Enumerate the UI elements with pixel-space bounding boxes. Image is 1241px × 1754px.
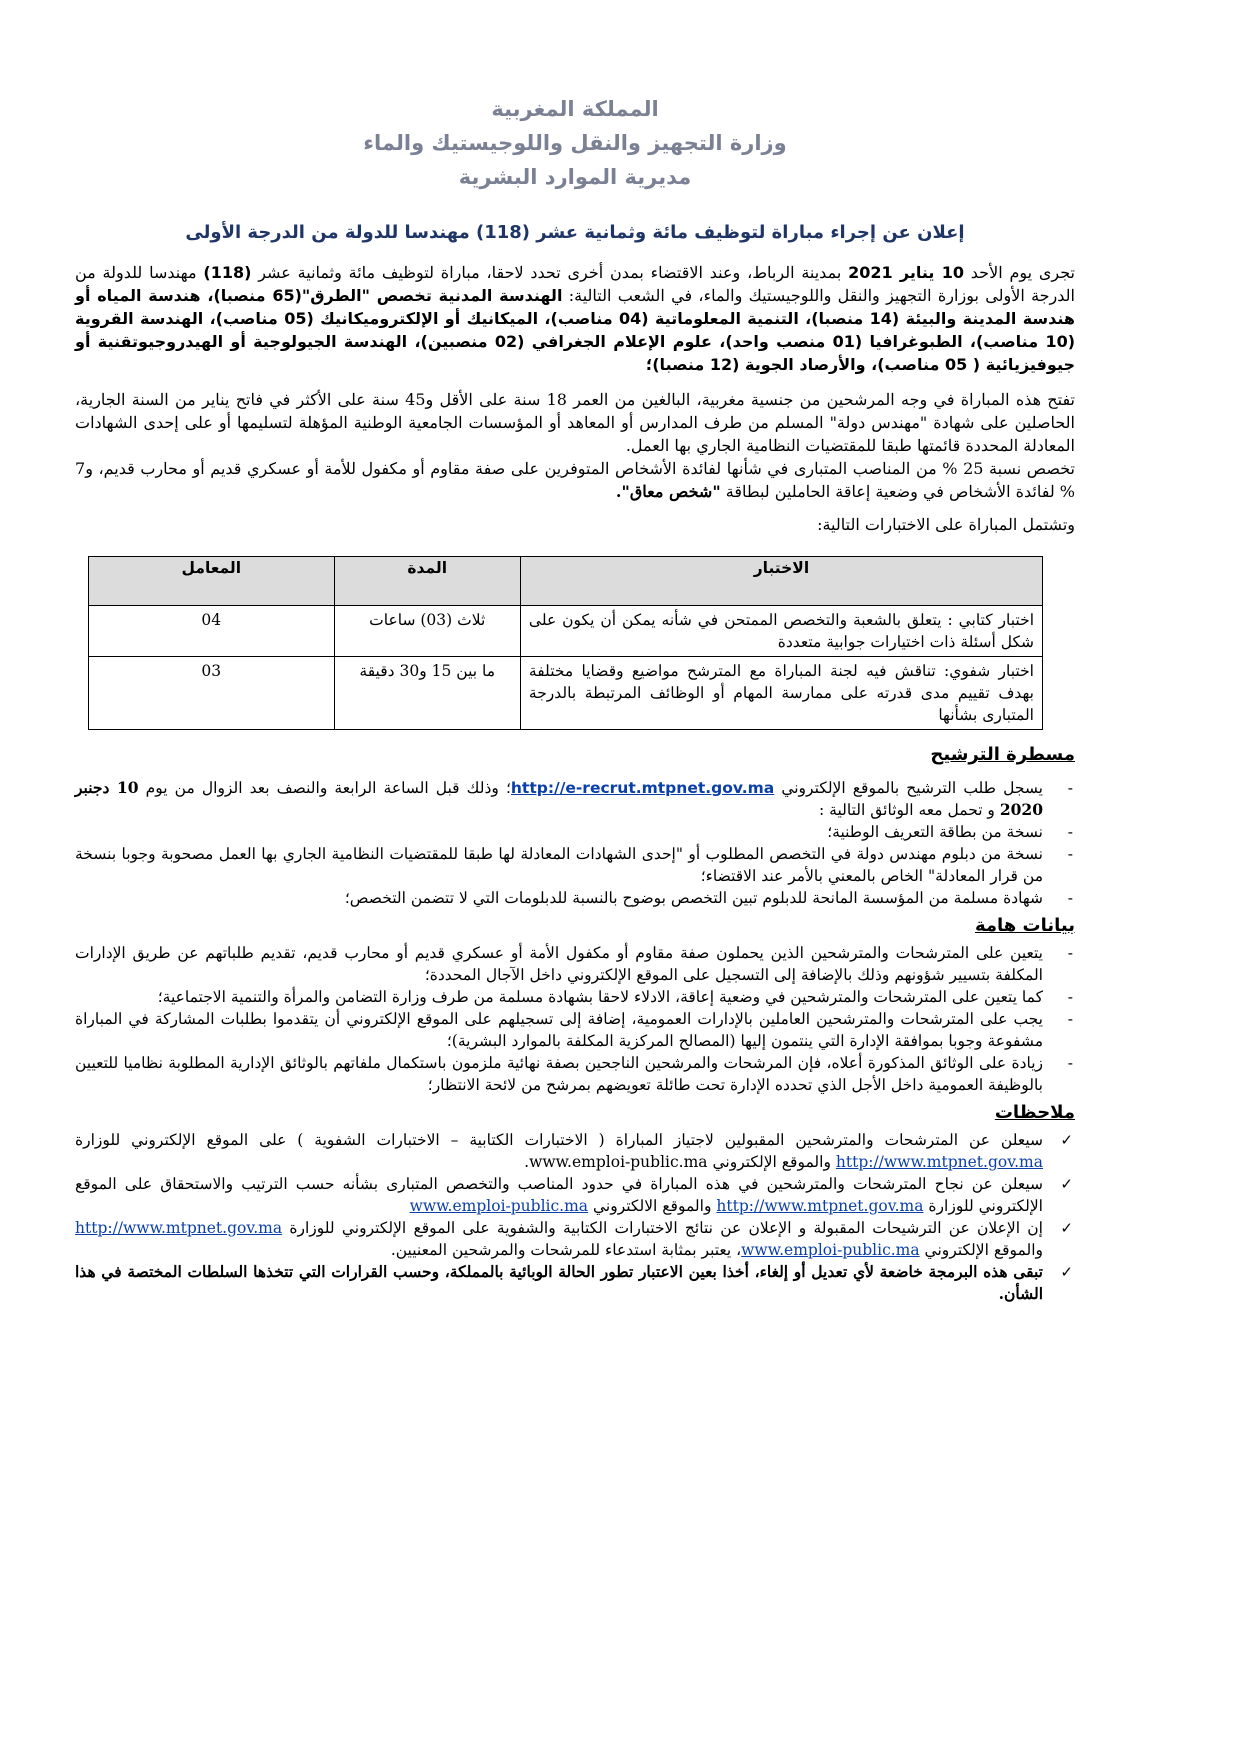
item-text-2: ؛ وذلك قبل الساعة الرابعة والنصف بعد الزوال من يوم	[138, 779, 511, 797]
dash-bullet: -	[1067, 988, 1073, 1006]
note-text-3: ، يعتبر بمثابة استدعاء للمرشحات والمرشحين المعنيين.	[390, 1241, 742, 1259]
note-end: .	[524, 1153, 530, 1171]
test-duration: ما بين 15 و30 دقيقة	[334, 657, 520, 730]
test-coefficient: 04	[89, 606, 335, 657]
check-icon: ✓	[1060, 1219, 1073, 1237]
intro-text: تجرى يوم الأحد	[963, 263, 1076, 282]
exam-date: 10 يناير 2021	[848, 263, 964, 282]
emploi-public-link[interactable]: www.emploi-public.ma	[409, 1197, 589, 1215]
ministry-link[interactable]: http://www.mtpnet.gov.ma	[75, 1219, 283, 1237]
document-page	[75, 92, 1075, 1305]
item-text: نسخة من بطاقة التعريف الوطنية؛	[827, 823, 1043, 841]
disabled-card-label: "شخص معاق".	[615, 482, 721, 501]
quota-text: تخصص نسبة 25 % من المناصب المتبارى في شأنها لفائدة الأشخاص المتوفرين على صفة مقاوم أو مكفول للأمة أو عسكري قديم أو محارب قديم، و7 % لفائدة الأشخاص في وضعية إعاقة الحاملين لبطاقة	[75, 459, 1076, 501]
table-row	[89, 657, 1043, 730]
note-text-2: والموقع الإلكتروني	[707, 1153, 836, 1171]
list-item	[75, 1261, 1073, 1305]
note-disclaimer: تبقى هذه البرمجة خاضعة لأي تعديل أو إلغاء، أخذا بعين الاعتبار تطور الحالة الوبائية بالمملكة، وحسب القرارات التي تتخذها السلطات المختصة في هذا الشأن.	[75, 1262, 1043, 1303]
list-item	[75, 777, 1073, 821]
specialties-list: الهندسة المدنية تخصص "الطرق"(65 منصبا)، هندسة المياه أو هندسة المدينة والبيئة (14 منصبا)، التنمية المعلوماتية (04 مناصب)، الميكانيك أو الإلكتروميكانيك (05 مناصب)، الهندسة القروية (10 مناصب)، الطبوغرافيا (01 منصب واحد)، علوم الإعلام الجغرافي (02 منصبين)، الهندسة الجيولوجية أو الهيدروجيوتقنية أو جيوفيزيائية ( 05 مناصب)، والأرصاد الجوية (12 منصبا)؛	[75, 286, 1076, 374]
letterhead-directorate: مديرية الموارد البشرية	[458, 165, 692, 189]
dash-bullet: -	[1067, 823, 1073, 841]
test-description: اختبار شفوي: تناقش فيه لجنة المباراة مع المترشح مواضيع وقضايا مختلفة بهدف تقييم مدى قدرته على ممارسة المهام أو الوظائف المرتبطة بالدرجة المتبارى بشأنها	[520, 657, 1042, 730]
test-duration: ثلاث (03) ساعات	[334, 606, 520, 657]
ministry-link[interactable]: http://www.mtpnet.gov.ma	[716, 1197, 924, 1215]
list-item	[75, 1052, 1073, 1096]
header-coefficient: المعامل	[89, 557, 335, 606]
positions-count: (118)	[203, 263, 252, 282]
intro-text-2: بمدينة الرباط، وعند الاقتضاء بمدن أخرى تحدد لاحقا، مباراة لتوظيف مائة وثمانية عشر	[251, 263, 849, 282]
deadline-date: 10 دجنبر 2020	[75, 778, 1043, 819]
item-text: يجب على المترشحات والمترشحين العاملين بالإدارات العمومية، إضافة إلى تسجيلهم على الموقع الإلكتروني أن يتقدموا بطلبات المشاركة في المباراة مشفوعة وجوبا بموافقة الإدارة التي ينتمون إليها (المصالح المركزية المكلفة بالموارد البشرية)؛	[75, 1010, 1043, 1050]
intro-paragraph	[75, 261, 1075, 376]
item-text: زيادة على الوثائق المذكورة أعلاه، فإن المرشحات والمرشحين الناجحين بصفة نهائية ملزمون باستكمال ملفاتهم بالوثائق الإدارية المطلوبة نظاميا للتعيين بالوظيفة العمومية داخل الأجل الذي تحدده الإدارة تحت طائلة تعويضهم بمرشح من لائحة الانتظار؛	[75, 1054, 1043, 1094]
dash-bullet: -	[1067, 1054, 1073, 1072]
exam-table-header-row	[89, 557, 1043, 606]
list-item	[75, 1173, 1073, 1217]
emploi-public-link[interactable]: www.emploi-public.ma	[741, 1241, 920, 1259]
note-text-2: والموقع الإلكتروني	[919, 1241, 1043, 1259]
list-item	[75, 986, 1073, 1008]
quota-paragraph	[75, 457, 1075, 503]
application-list	[75, 777, 1075, 909]
list-item	[75, 887, 1073, 909]
emploi-public-text: www.emploi-public.ma	[529, 1153, 708, 1171]
check-icon: ✓	[1060, 1175, 1073, 1193]
list-item	[75, 1129, 1073, 1173]
list-item	[75, 821, 1073, 843]
notes-list	[75, 1129, 1075, 1305]
letterhead-ministry: وزارة التجهيز والنقل واللوجيستيك والماء	[363, 131, 787, 155]
ministry-link[interactable]: http://www.mtpnet.gov.ma	[835, 1153, 1043, 1171]
header-test: الاختبار	[520, 557, 1042, 606]
test-coefficient: 03	[89, 657, 335, 730]
tests-intro: وتشتمل المباراة على الاختبارات التالية:	[817, 515, 1075, 534]
check-icon: ✓	[1060, 1263, 1073, 1281]
dash-bullet: -	[1067, 845, 1073, 863]
item-text: شهادة مسلمة من المؤسسة المانحة للدبلوم تبين التخصص بوضوح بالنسبة للدبلومات التي لا تتضمن التخصص؛	[344, 889, 1043, 907]
important-title: بيانات هامة	[974, 915, 1075, 936]
dash-bullet: -	[1067, 1010, 1073, 1028]
list-item	[75, 942, 1073, 986]
item-text: يسجل طلب الترشيح بالموقع الإلكتروني	[774, 779, 1043, 797]
note-text: سيعلن عن نجاح المترشحات والمترشحين في هذه المباراة في حدود المناصب والتخصص المتبارى بشأنه حسب الترتيب والاستحقاق على الموقع الإلكتروني للوزارة	[75, 1175, 1043, 1215]
note-text-2: والموقع الالكتروني	[588, 1197, 717, 1215]
notes-title: ملاحظات	[994, 1102, 1075, 1123]
important-list	[75, 942, 1075, 1096]
header-duration: المدة	[334, 557, 520, 606]
item-text: كما يتعين على المترشحات والمترشحين في وضعية إعاقة، الادلاء لاحقا بشهادة مسلمة من طرف وزارة التضامن والمرأة والتنمية الاجتماعية؛	[157, 988, 1043, 1006]
item-text: يتعين على المترشحات والمترشحين الذين يحملون صفة مقاوم أو مكفول الأمة أو عسكري قديم أو محارب قديم، تقديم طلباتهم عن طريق الإدارات المكلفة بتسيير شؤونهم وذلك بالإضافة إلى التسجيل على الموقع الإلكتروني داخل الآجال المحددة؛	[75, 944, 1043, 984]
recruitment-link[interactable]: http://e-recrut.mtpnet.gov.ma	[510, 779, 775, 797]
application-title: مسطرة الترشيح	[930, 744, 1075, 765]
test-description: اختبار كتابي : يتعلق بالشعبة والتخصص الممتحن في شأنه يمكن أن يكون على شكل أسئلة ذات اختيارات جوابية متعددة	[520, 606, 1042, 657]
check-icon: ✓	[1060, 1131, 1073, 1149]
dash-bullet: -	[1067, 944, 1073, 962]
list-item	[75, 1217, 1073, 1261]
list-item	[75, 1008, 1073, 1052]
exam-table	[88, 556, 1043, 730]
dash-bullet: -	[1067, 889, 1073, 907]
note-text: سيعلن عن المترشحات والمترشحين المقبولين لاجتياز المباراة ( الاختبارات الكتابية – الاختبارات الشفوية ) على الموقع الإلكتروني للوزارة	[75, 1131, 1043, 1149]
note-text: إن الإعلان عن الترشيحات المقبولة و الإعلان عن نتائج الاختبارات الكتابية والشفوية على الموقع الإلكتروني للوزارة	[282, 1219, 1043, 1237]
letterhead-kingdom: المملكة المغربية	[491, 97, 659, 121]
item-text-3: و تحمل معه الوثائق التالية :	[819, 801, 1000, 819]
announcement-title: إعلان عن إجراء مباراة لتوظيف مائة وثمانية عشر (118) مهندسا للدولة من الدرجة الأولى	[185, 222, 965, 243]
list-item	[75, 843, 1073, 887]
dash-bullet: -	[1067, 779, 1073, 797]
table-row	[89, 606, 1043, 657]
eligibility-paragraph: تفتح هذه المباراة في وجه المرشحين من جنسية مغربية، البالغين من العمر 18 سنة على الأقل و45 سنة على الأكثر في فاتح يناير من السنة الجارية، الحاصلين على شهادة "مهندس دولة" المسلم من طرف المدارس أو المعاهد أو المؤسسات الجامعية الوطنية المؤهلة لتسليمها أو على إحدى الشهادات المعادلة المحددة قائمتها طبقا للمقتضيات النظامية الجاري بها العمل.	[75, 390, 1076, 455]
intro-text-3: مهندسا للدولة من الدرجة الأولى بوزارة التجهيز والنقل واللوجيستيك والماء، في الشعب التالية:	[75, 263, 1075, 305]
item-text: نسخة من دبلوم مهندس دولة في التخصص المطلوب أو "إحدى الشهادات المعادلة لها طبقا للمقتضيات النظامية الجاري بها العمل مصحوبة وجوبا بنسخة من قرار المعادلة" الخاص بالمعني بالأمر عند الاقتضاء؛	[75, 845, 1043, 885]
letterhead	[75, 92, 1075, 194]
